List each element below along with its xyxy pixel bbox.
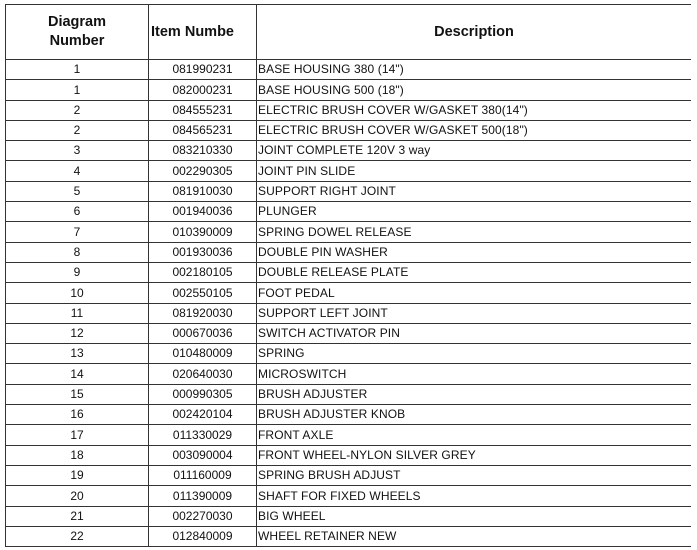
item-number-cell: 002290305	[149, 161, 257, 181]
diagram-number-cell: 11	[6, 303, 149, 323]
item-number-cell: 003090004	[149, 445, 257, 465]
diagram-number-cell: 8	[6, 242, 149, 262]
header-row	[6, 5, 692, 60]
table-row	[6, 344, 692, 364]
table-row	[6, 425, 692, 445]
item-number-cell: 000670036	[149, 323, 257, 343]
item-number-cell: 010390009	[149, 222, 257, 242]
diagram-number-cell: 1	[6, 60, 149, 80]
diagram-number-cell: 13	[6, 344, 149, 364]
item-number-cell: 020640030	[149, 364, 257, 384]
item-number-cell: 002180105	[149, 262, 257, 282]
table-row	[6, 283, 692, 303]
description-cell: SHAFT FOR FIXED WHEELS	[257, 486, 692, 506]
table-row	[6, 445, 692, 465]
item-number-cell: 012840009	[149, 526, 257, 546]
diagram-number-cell: 2	[6, 100, 149, 120]
item-number-cell: 002270030	[149, 506, 257, 526]
diagram-number-cell: 9	[6, 262, 149, 282]
header-item-number: Item Numbe	[149, 5, 257, 60]
description-cell: JOINT PIN SLIDE	[257, 161, 692, 181]
item-number-cell: 083210330	[149, 141, 257, 161]
description-cell: SPRING	[257, 344, 692, 364]
table-row	[6, 323, 692, 343]
header-description: Description	[257, 5, 692, 60]
diagram-number-cell: 12	[6, 323, 149, 343]
header-diagram-line1: Diagram	[47, 14, 107, 30]
description-cell: JOINT COMPLETE 120V 3 way	[257, 141, 692, 161]
description-cell: ELECTRIC BRUSH COVER W/GASKET 380(14")	[257, 100, 692, 120]
description-cell: BRUSH ADJUSTER KNOB	[257, 405, 692, 425]
description-cell: FOOT PEDAL	[257, 283, 692, 303]
description-cell: PLUNGER	[257, 202, 692, 222]
header-diagram-number	[6, 5, 149, 60]
diagram-number-cell: 20	[6, 486, 149, 506]
table-row	[6, 181, 692, 201]
description-cell: BASE HOUSING 380 (14")	[257, 60, 692, 80]
table-row	[6, 526, 692, 546]
item-number-cell: 010480009	[149, 344, 257, 364]
table-row	[6, 364, 692, 384]
table-row	[6, 80, 692, 100]
item-number-cell: 011330029	[149, 425, 257, 445]
item-number-cell: 084565231	[149, 120, 257, 140]
table-row	[6, 222, 692, 242]
table-row	[6, 100, 692, 120]
diagram-number-cell: 5	[6, 181, 149, 201]
table-row	[6, 262, 692, 282]
description-cell: WHEEL RETAINER NEW	[257, 526, 692, 546]
item-number-cell: 081920030	[149, 303, 257, 323]
item-number-cell: 011390009	[149, 486, 257, 506]
diagram-number-cell: 6	[6, 202, 149, 222]
diagram-number-cell: 17	[6, 425, 149, 445]
description-cell: FRONT AXLE	[257, 425, 692, 445]
item-number-cell: 001940036	[149, 202, 257, 222]
item-number-cell: 000990305	[149, 384, 257, 404]
description-cell: SUPPORT LEFT JOINT	[257, 303, 692, 323]
item-number-cell: 011160009	[149, 465, 257, 485]
description-cell: ELECTRIC BRUSH COVER W/GASKET 500(18")	[257, 120, 692, 140]
table-body	[6, 60, 692, 547]
description-cell: SPRING DOWEL RELEASE	[257, 222, 692, 242]
diagram-number-cell: 4	[6, 161, 149, 181]
diagram-number-cell: 14	[6, 364, 149, 384]
item-number-cell: 002420104	[149, 405, 257, 425]
item-number-cell: 001930036	[149, 242, 257, 262]
item-number-cell: 081910030	[149, 181, 257, 201]
diagram-number-cell: 15	[6, 384, 149, 404]
parts-list-sheet	[5, 4, 691, 550]
description-cell: BRUSH ADJUSTER	[257, 384, 692, 404]
table-row	[6, 141, 692, 161]
item-number-cell: 084555231	[149, 100, 257, 120]
header-diagram-line2: Number	[49, 33, 105, 49]
diagram-number-cell: 10	[6, 283, 149, 303]
table-row	[6, 202, 692, 222]
description-cell: DOUBLE PIN WASHER	[257, 242, 692, 262]
description-cell: SPRING BRUSH ADJUST	[257, 465, 692, 485]
item-number-cell: 082000231	[149, 80, 257, 100]
description-cell: MICROSWITCH	[257, 364, 692, 384]
diagram-number-cell: 2	[6, 120, 149, 140]
table-row	[6, 506, 692, 526]
description-cell: BIG WHEEL	[257, 506, 692, 526]
diagram-number-cell: 3	[6, 141, 149, 161]
item-number-cell: 081990231	[149, 60, 257, 80]
diagram-number-cell: 22	[6, 526, 149, 546]
description-cell: DOUBLE RELEASE PLATE	[257, 262, 692, 282]
table-row	[6, 120, 692, 140]
table-row	[6, 486, 692, 506]
table-row	[6, 465, 692, 485]
table-row	[6, 242, 692, 262]
item-number-cell: 002550105	[149, 283, 257, 303]
diagram-number-cell: 19	[6, 465, 149, 485]
diagram-number-cell: 1	[6, 80, 149, 100]
diagram-number-cell: 18	[6, 445, 149, 465]
table-row	[6, 60, 692, 80]
diagram-number-cell: 7	[6, 222, 149, 242]
description-cell: SUPPORT RIGHT JOINT	[257, 181, 692, 201]
diagram-number-cell: 16	[6, 405, 149, 425]
table-row	[6, 161, 692, 181]
table-row	[6, 303, 692, 323]
table-row	[6, 405, 692, 425]
table-row	[6, 384, 692, 404]
description-cell: BASE HOUSING 500 (18")	[257, 80, 692, 100]
diagram-number-cell: 21	[6, 506, 149, 526]
description-cell: SWITCH ACTIVATOR PIN	[257, 323, 692, 343]
parts-table	[5, 4, 691, 547]
description-cell: FRONT WHEEL-NYLON SILVER GREY	[257, 445, 692, 465]
